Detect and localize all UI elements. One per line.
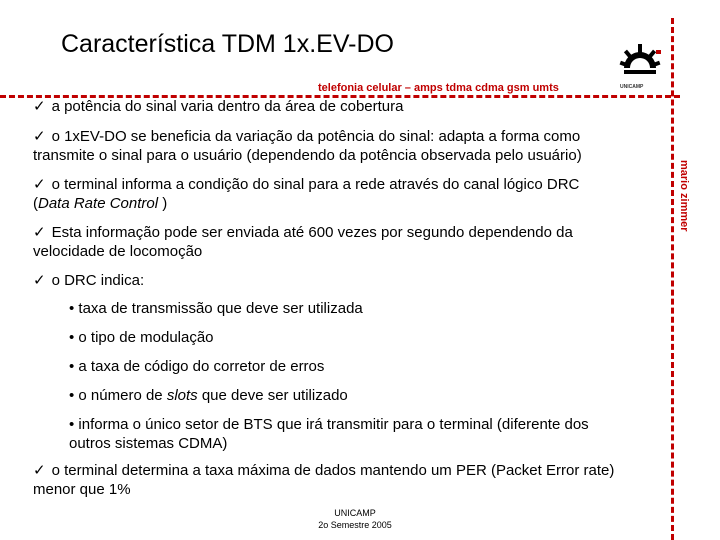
check-icon: ✓ xyxy=(33,98,46,115)
sub-item-3: • a taxa de código do corretor de erros xyxy=(69,358,325,375)
slots-term: slots xyxy=(166,387,198,404)
sub-item-2: • o tipo de modulação xyxy=(69,329,214,346)
check-icon: ✓ xyxy=(33,176,46,193)
bullet-text-cont: velocidade de locomoção xyxy=(33,243,203,260)
bullet-1 xyxy=(33,97,403,116)
bullet-3: ✓ o terminal informa a condição do sinal para a rede através do canal lógico DRC (Data Rate Control ) xyxy=(33,176,580,212)
bullet-text: o terminal informa a condição do sinal para a rede através do canal lógico DRC xyxy=(51,176,580,193)
sub-item-5: • informa o único setor de BTS que irá transmitir para o terminal (diferente dos outros sistemas CDMA) xyxy=(69,416,589,452)
side-divider xyxy=(671,18,674,540)
sub-item-text: taxa de transmissão que deve ser utilizada xyxy=(78,300,363,317)
bullet-text: Esta informação pode ser enviada até 600 vezes por segundo dependendo da xyxy=(51,224,573,241)
sub-item-text: informa o único setor de BTS que irá transmitir para o terminal (diferente dos xyxy=(78,416,589,433)
slide-subtitle: telefonia celular – amps tdma cdma gsm umts xyxy=(318,82,559,94)
sub-item-4: • o número de slots que deve ser utilizado xyxy=(69,387,348,404)
sub-item-text-cont: outros sistemas CDMA) xyxy=(69,435,228,452)
sub-item-text-end: que deve ser utilizado xyxy=(197,387,348,404)
bullet-text: a potência do sinal varia dentro da área de cobertura xyxy=(51,98,404,115)
bullet-6 xyxy=(33,461,614,499)
bullet-text: o 1xEV-DO se beneficia da variação da potência do sinal: adapta a forma como xyxy=(51,128,581,145)
bullet-5 xyxy=(33,271,144,290)
bullet-text: o terminal determina a taxa máxima de dados mantendo um PER (Packet Error rate) xyxy=(51,462,615,479)
bullet-text: o DRC indica: xyxy=(51,272,145,289)
logo-caption: UNICAMP xyxy=(620,84,644,90)
slide-title: Característica TDM 1x.EV-DO xyxy=(61,30,394,58)
bullet-4 xyxy=(33,223,573,261)
sub-item-text: a taxa de código do corretor de erros xyxy=(78,358,325,375)
sub-item-1: • taxa de transmissão que deve ser utilizada xyxy=(69,300,363,317)
sub-item-text: o número de xyxy=(78,387,167,404)
footer-semester: 2o Semestre 2005 xyxy=(318,520,392,530)
check-icon: ✓ xyxy=(33,272,46,289)
footer-institution: UNICAMP xyxy=(334,508,376,518)
unicamp-logo xyxy=(618,38,662,86)
check-icon: ✓ xyxy=(33,224,46,241)
sub-item-text: o tipo de modulação xyxy=(78,329,214,346)
author-label: mario zimmer xyxy=(678,160,690,232)
bullet-text-cont: transmite o sinal para o usuário (dependendo da potência observada pelo usuário) xyxy=(33,147,582,164)
footer xyxy=(300,507,410,531)
bullet-text-cont: menor que 1% xyxy=(33,481,131,498)
bullet-2 xyxy=(33,127,582,165)
check-icon: ✓ xyxy=(33,462,46,479)
check-icon: ✓ xyxy=(33,128,46,145)
drc-term: Data Rate Control xyxy=(38,195,159,212)
